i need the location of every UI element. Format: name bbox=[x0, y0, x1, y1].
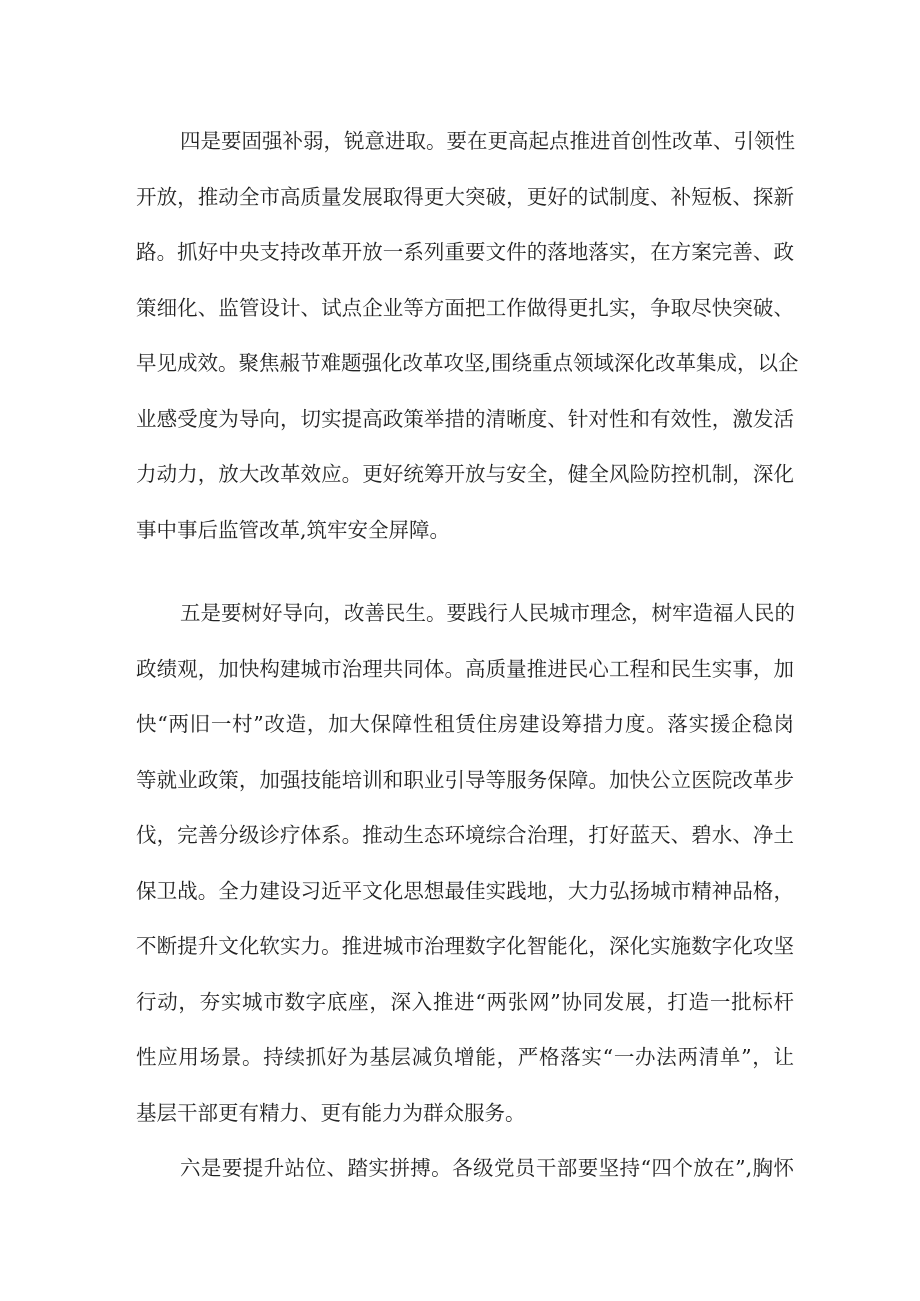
paragraph-line: 伐，完善分级诊疗体系。推动生态环境综合治理，打好蓝天、碧水、净土 bbox=[136, 823, 794, 847]
paragraph-reform-opening bbox=[136, 114, 799, 558]
paragraph-line: 力动力，放大改革效应。更好统筹开放与安全，健全风险防控机制，深化 bbox=[136, 462, 794, 486]
paragraph-line: 保卫战。全力建设习近平文化思想最佳实践地，大力弘扬城市精神品格， bbox=[136, 878, 794, 903]
paragraph-line: 行动，夯实城市数字底座，深入推进“两张网”协同发展，打造一批标杆 bbox=[136, 989, 794, 1014]
paragraph-line: 四是要固强补弱，锐意进取。要在更高起点推进首创性改革、引领性 bbox=[180, 129, 795, 153]
paragraph-cadre-standing bbox=[136, 1141, 794, 1197]
paragraph-line: 业感受度为导向，切实提高政策举措的清晰度、针对性和有效性，激发活 bbox=[136, 406, 794, 431]
paragraph-livelihood bbox=[136, 586, 794, 1141]
paragraph-line: 政绩观，加快构建城市治理共同体。高质量推进民心工程和民生实事，加 bbox=[136, 656, 794, 681]
paragraph-line: 开放，推动全市高质量发展取得更大突破，更好的试制度、补短板、探新 bbox=[136, 184, 794, 209]
paragraph-line: 早见成效。聚焦赧节难题强化改革攻坚,围绕重点领域深化改革集成，以企 bbox=[136, 351, 799, 375]
paragraph-line: 基层干部更有精力、更有能力为群众服务。 bbox=[136, 1100, 526, 1125]
paragraph-line: 策细化、监管设计、试点企业等方面把工作做得更扎实，争取尽快突破、 bbox=[136, 295, 794, 320]
paragraph-line: 路。抓好中央支持改革开放一系列重要文件的落地落实，在方案完善、政 bbox=[136, 240, 794, 264]
paragraph-line: 事中事后监管改革,筑牢安全屏障。 bbox=[136, 517, 451, 542]
paragraph-line: 六是要提升站位、踏实拼搏。各级党员干部要坚持“四个放在”,胸怀 bbox=[180, 1156, 794, 1180]
paragraph-line: 性应用场景。持续抓好为基层减负增能，严格落实“一办法两清单”，让 bbox=[136, 1045, 794, 1069]
paragraph-line: 快“两旧一村”改造，加大保障性租赁住房建设筹措力度。落实援企稳岗 bbox=[136, 712, 794, 736]
paragraph-line: 等就业政策，加强技能培训和职业引导等服务保障。加快公立医院改革步 bbox=[136, 767, 794, 792]
paragraph-line: 不断提升文化软实力。推进城市治理数字化智能化，深化实施数字化攻坚 bbox=[136, 934, 794, 958]
paragraph-line: 五是要树好导向，改善民生。要践行人民城市理念，树牢造福人民的 bbox=[180, 601, 795, 625]
